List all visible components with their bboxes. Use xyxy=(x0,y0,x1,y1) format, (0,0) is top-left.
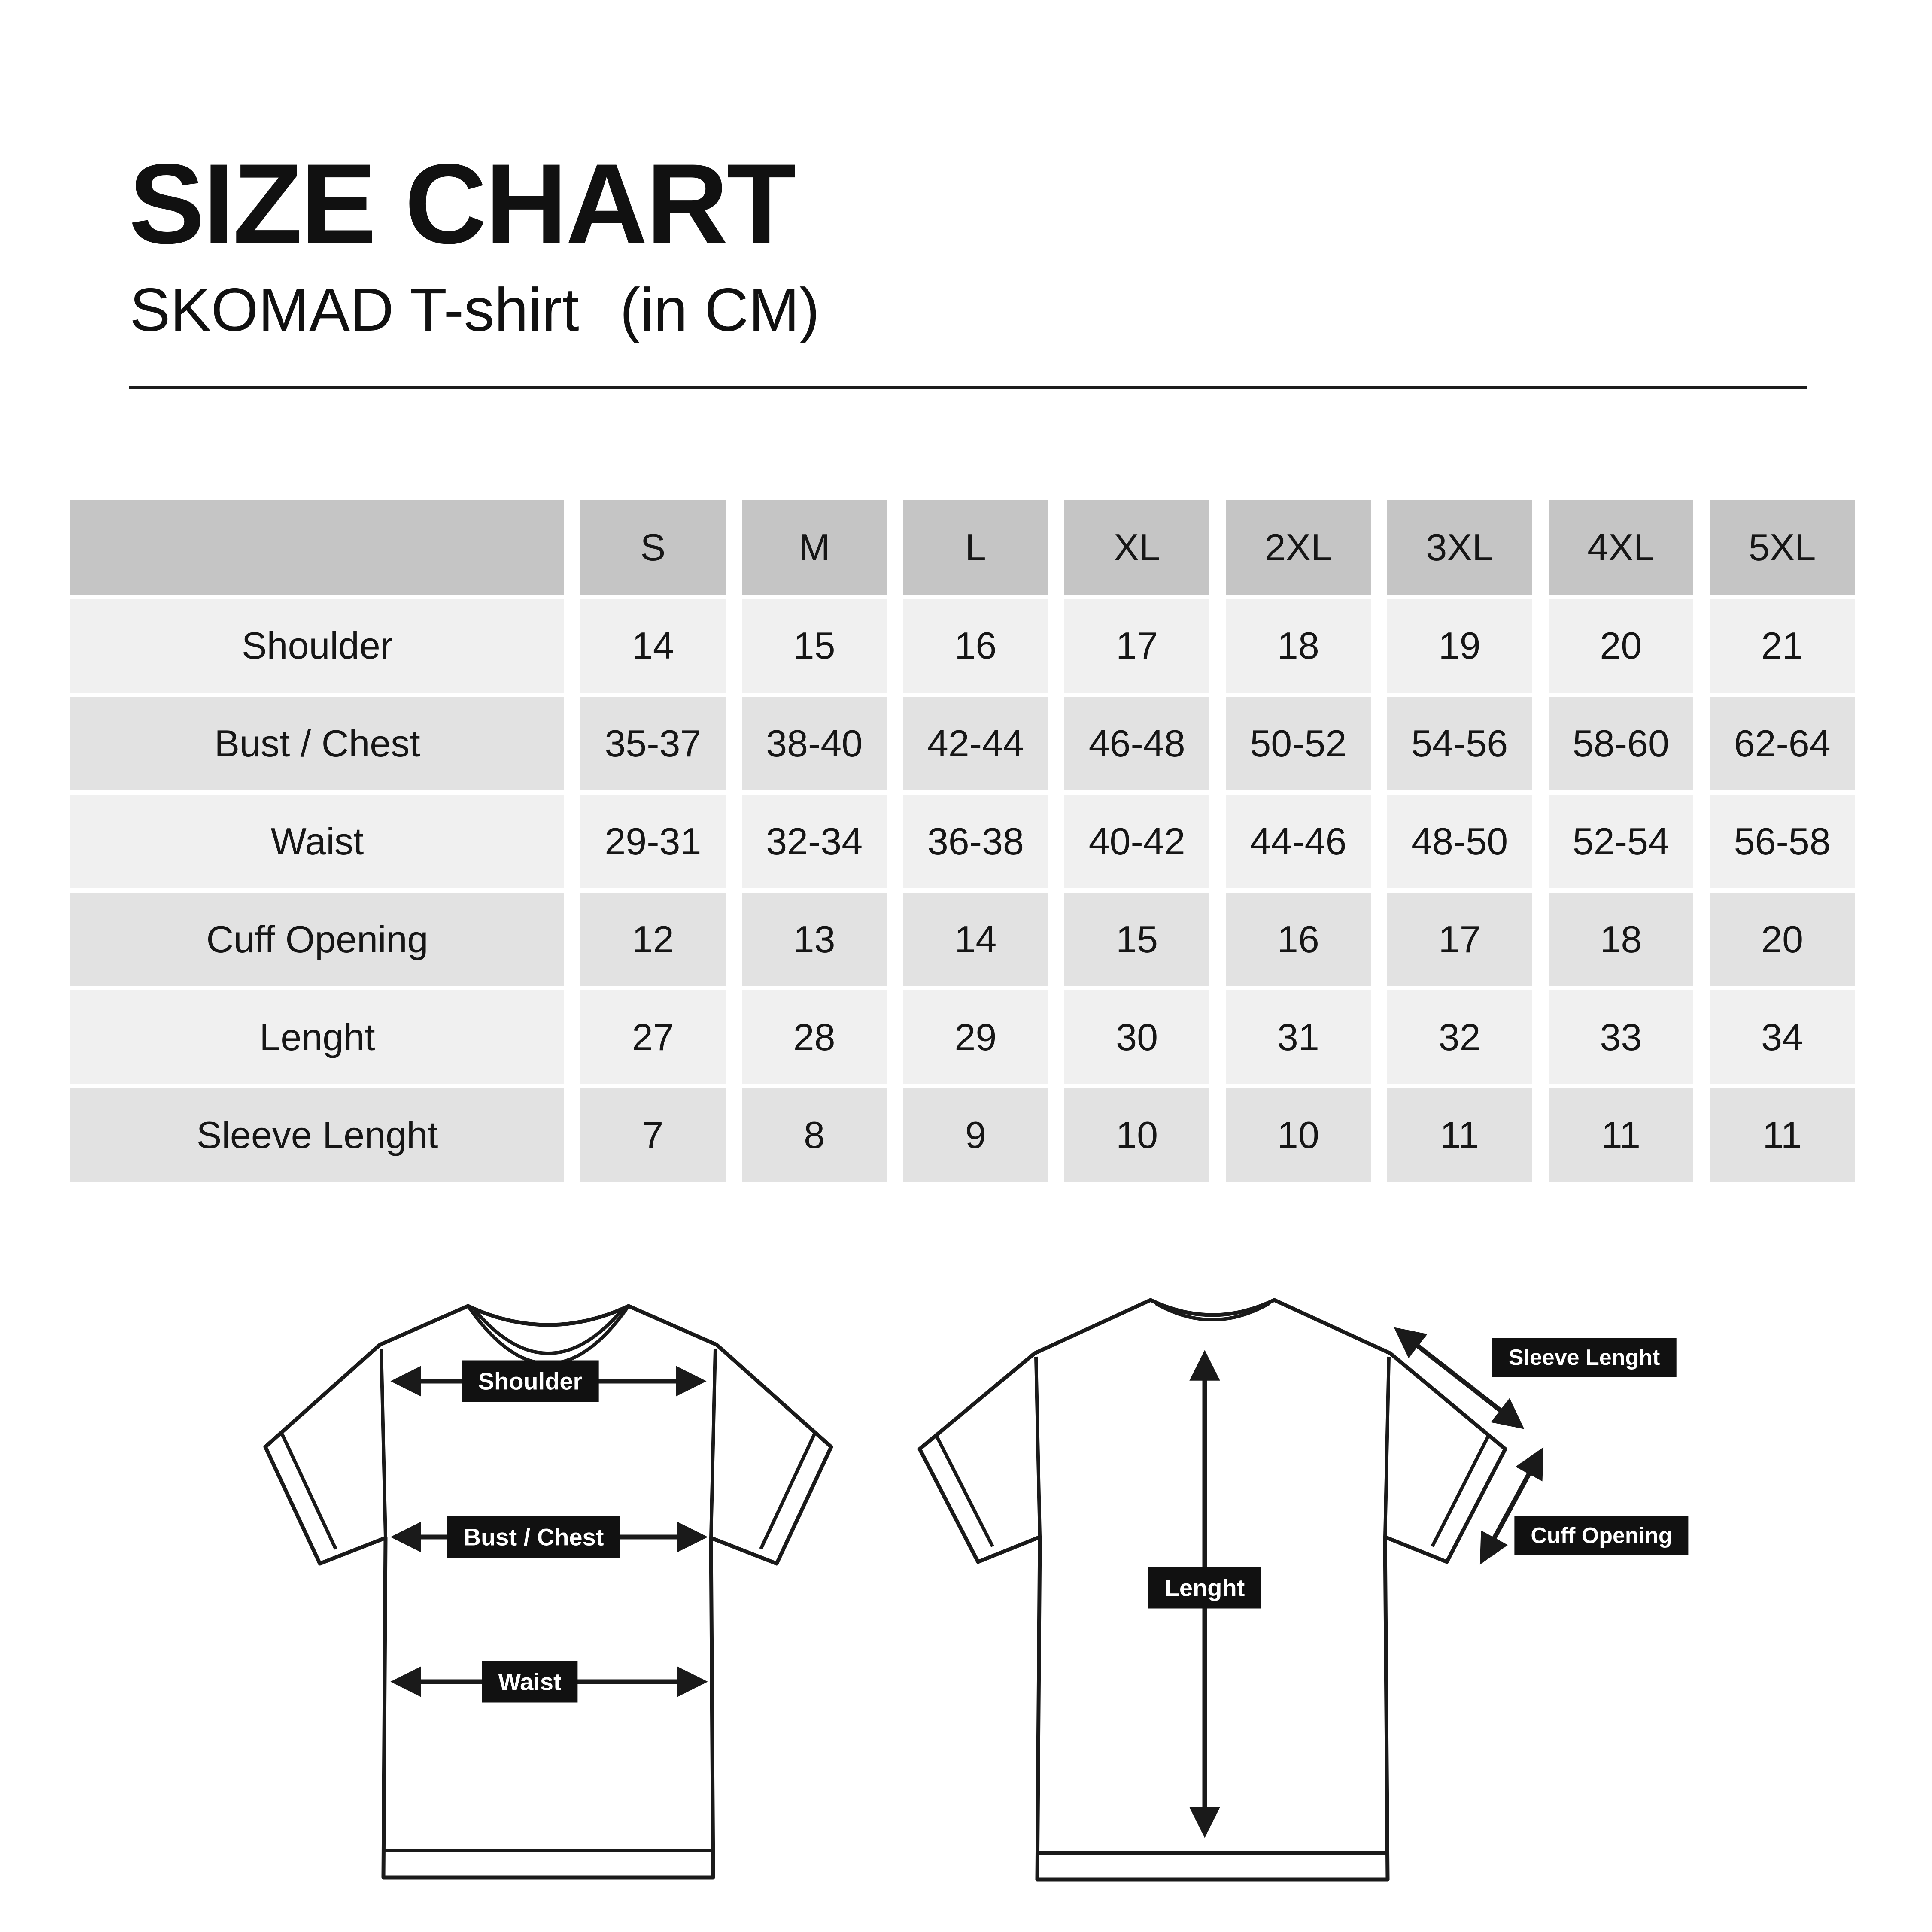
table-corner-cell xyxy=(70,500,564,595)
size-cell: 20 xyxy=(1710,893,1855,986)
size-cell: 32 xyxy=(1387,990,1532,1084)
size-cell: 11 xyxy=(1710,1088,1855,1182)
size-cell: 18 xyxy=(1549,893,1694,986)
size-cell: 7 xyxy=(580,1088,726,1182)
size-col-header: S xyxy=(580,500,726,595)
row-label: Cuff Opening xyxy=(70,893,564,986)
subtitle-unit: (in CM) xyxy=(620,276,820,344)
size-cell: 29-31 xyxy=(580,795,726,888)
page-subtitle xyxy=(130,275,820,345)
row-label: Waist xyxy=(70,795,564,888)
size-cell: 40-42 xyxy=(1064,795,1209,888)
size-cell: 12 xyxy=(580,893,726,986)
size-cell: 19 xyxy=(1387,599,1532,693)
length-label: Lenght xyxy=(1148,1567,1261,1609)
size-cell: 14 xyxy=(903,893,1048,986)
divider-line xyxy=(129,386,1807,389)
row-label: Sleeve Lenght xyxy=(70,1088,564,1182)
size-cell: 62-64 xyxy=(1710,697,1855,790)
size-col-header: 5XL xyxy=(1710,500,1855,595)
size-table xyxy=(70,500,1855,1182)
back-shirt-diagram xyxy=(893,1279,1692,1889)
size-cell: 29 xyxy=(903,990,1048,1084)
front-shirt-diagram xyxy=(215,1279,859,1889)
row-label: Bust / Chest xyxy=(70,697,564,790)
size-cell: 8 xyxy=(742,1088,887,1182)
size-col-header: M xyxy=(742,500,887,595)
size-cell: 10 xyxy=(1226,1088,1371,1182)
size-cell: 35-37 xyxy=(580,697,726,790)
size-cell: 16 xyxy=(1226,893,1371,986)
size-cell: 9 xyxy=(903,1088,1048,1182)
size-cell: 36-38 xyxy=(903,795,1048,888)
subtitle-product: SKOMAD T-shirt xyxy=(130,276,579,344)
shoulder-label: Shoulder xyxy=(462,1361,599,1402)
size-cell: 33 xyxy=(1549,990,1694,1084)
row-label: Lenght xyxy=(70,990,564,1084)
size-cell: 11 xyxy=(1387,1088,1532,1182)
size-col-header: XL xyxy=(1064,500,1209,595)
size-cell: 17 xyxy=(1387,893,1532,986)
size-cell: 42-44 xyxy=(903,697,1048,790)
size-cell: 38-40 xyxy=(742,697,887,790)
size-cell: 15 xyxy=(742,599,887,693)
size-cell: 27 xyxy=(580,990,726,1084)
size-cell: 44-46 xyxy=(1226,795,1371,888)
size-cell: 30 xyxy=(1064,990,1209,1084)
size-cell: 34 xyxy=(1710,990,1855,1084)
size-cell: 31 xyxy=(1226,990,1371,1084)
size-col-header: L xyxy=(903,500,1048,595)
size-cell: 50-52 xyxy=(1226,697,1371,790)
sleeve-length-label: Sleeve Lenght xyxy=(1492,1338,1677,1377)
size-cell: 10 xyxy=(1064,1088,1209,1182)
size-col-header: 3XL xyxy=(1387,500,1532,595)
size-cell: 21 xyxy=(1710,599,1855,693)
bust-chest-label: Bust / Chest xyxy=(447,1516,620,1558)
page-title: SIZE CHART xyxy=(129,140,794,267)
size-cell: 16 xyxy=(903,599,1048,693)
size-cell: 48-50 xyxy=(1387,795,1532,888)
size-cell: 54-56 xyxy=(1387,697,1532,790)
size-cell: 56-58 xyxy=(1710,795,1855,888)
size-cell: 52-54 xyxy=(1549,795,1694,888)
size-cell: 13 xyxy=(742,893,887,986)
size-cell: 18 xyxy=(1226,599,1371,693)
size-col-header: 4XL xyxy=(1549,500,1694,595)
size-cell: 14 xyxy=(580,599,726,693)
size-cell: 46-48 xyxy=(1064,697,1209,790)
waist-label: Waist xyxy=(482,1661,577,1703)
size-cell: 17 xyxy=(1064,599,1209,693)
size-cell: 15 xyxy=(1064,893,1209,986)
size-cell: 28 xyxy=(742,990,887,1084)
size-cell: 32-34 xyxy=(742,795,887,888)
size-cell: 58-60 xyxy=(1549,697,1694,790)
cuff-opening-label: Cuff Opening xyxy=(1514,1516,1688,1555)
size-cell: 20 xyxy=(1549,599,1694,693)
row-label: Shoulder xyxy=(70,599,564,693)
size-cell: 11 xyxy=(1549,1088,1694,1182)
size-col-header: 2XL xyxy=(1226,500,1371,595)
